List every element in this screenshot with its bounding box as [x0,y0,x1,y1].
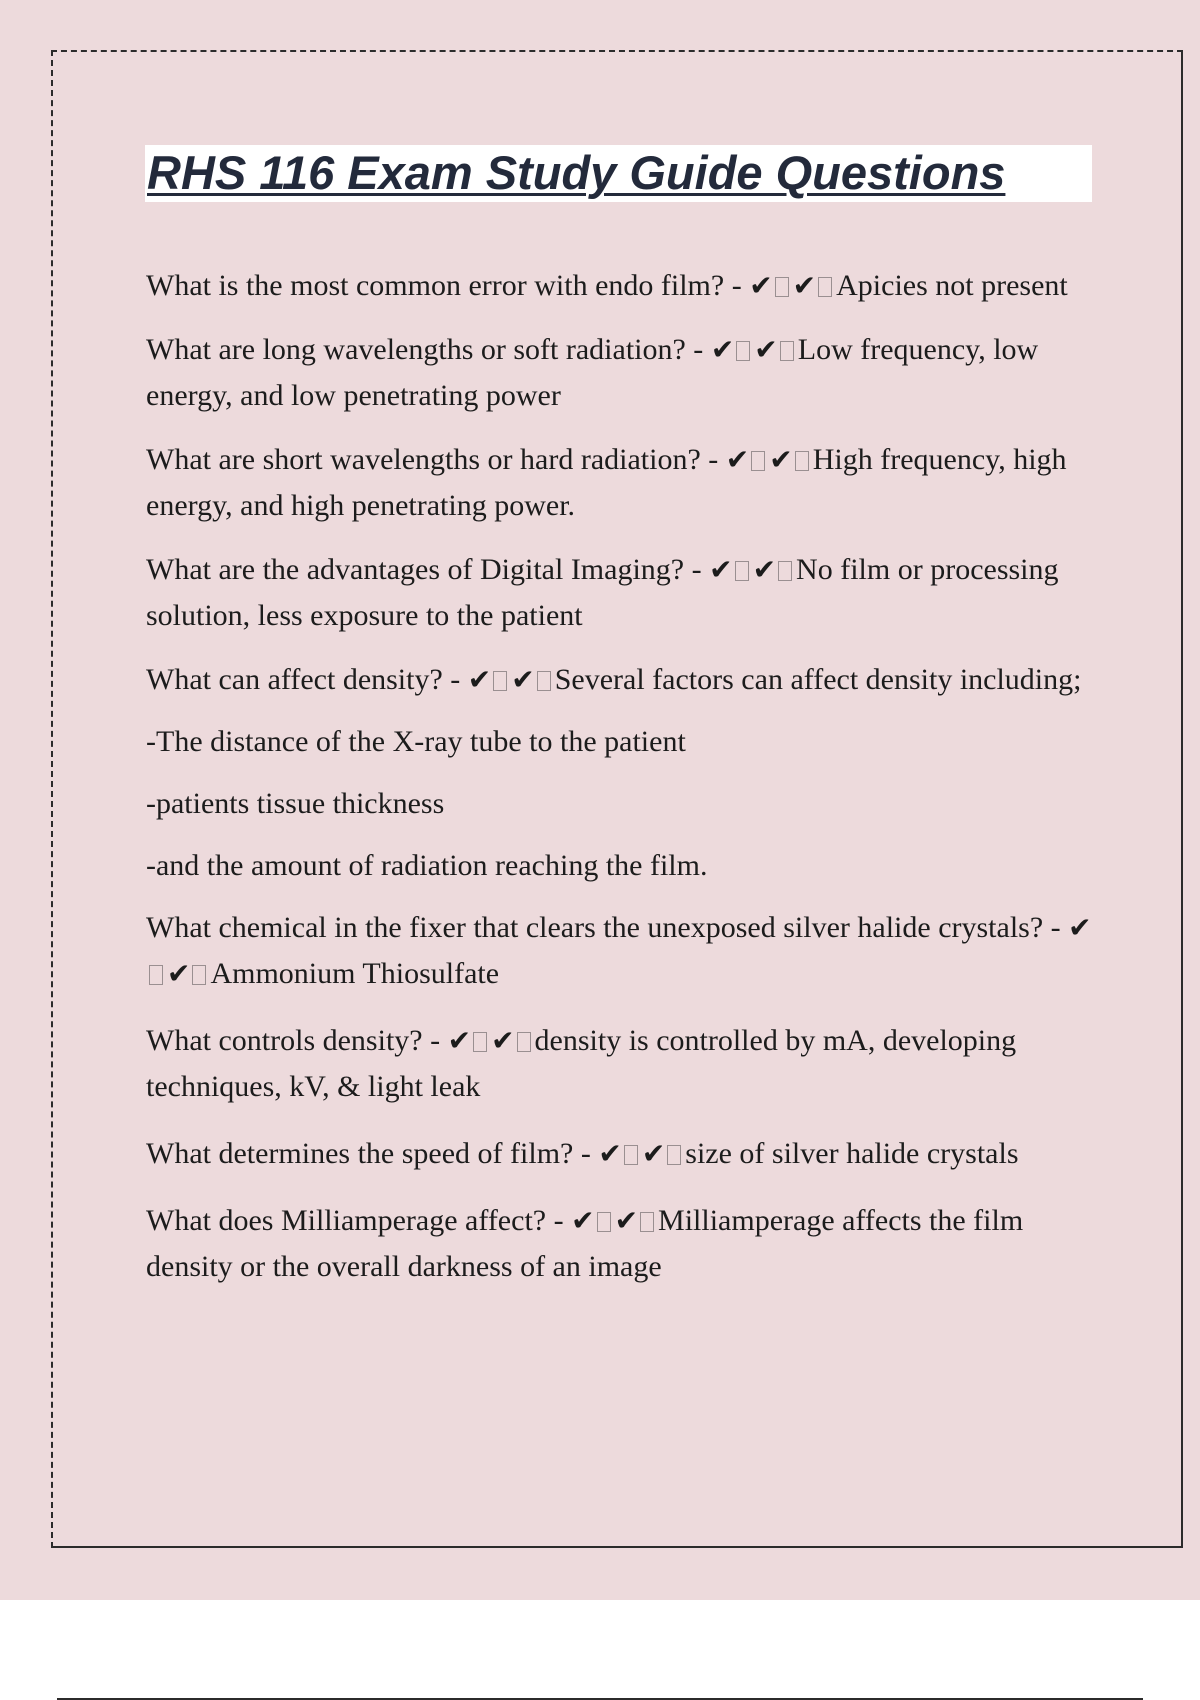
question-text: What are short wavelengths or hard radiation? - [146,443,726,476]
answer-text: Apicies not present [836,269,1068,302]
missing-glyph-box [780,341,794,361]
question-text: What is the most common error with endo film? - [146,269,750,302]
missing-glyph-box [597,1212,611,1232]
qa-entry [146,1131,1096,1177]
check-marks [598,1137,685,1170]
check-icon: ✔ [467,663,491,696]
missing-glyph-box [640,1212,654,1232]
check-icon: ✔ [725,443,749,476]
check-icon: ✔ [710,333,734,366]
missing-glyph-box [775,277,789,297]
check-icon: ✔ [614,1204,638,1237]
question-text: What are the advantages of Digital Imaging? - [146,553,710,586]
question-text: What chemical in the fixer that clears the unexposed silver halide crystals? - [146,911,1069,944]
question-text: What are long wavelengths or soft radiation? - [146,333,711,366]
check-marks [726,443,813,476]
check-icon: ✔ [447,1024,471,1057]
study-guide-content [146,263,1096,1308]
question-text: What does Milliamperage affect? - [146,1204,572,1237]
answer-text: Ammonium Thiosulfate [210,957,500,990]
check-icon: ✔ [598,1137,621,1170]
check-icon: ✔ [641,1137,665,1170]
missing-glyph-box [736,341,750,361]
check-icon: ✔ [491,1024,514,1057]
qa-entry [146,327,1096,419]
qa-entry [146,263,1096,309]
question-text: What can affect density? - [146,663,468,696]
check-icon: ✔ [1068,911,1091,944]
check-marks [709,553,796,586]
page-title: RHS 116 Exam Study Guide Questions [147,146,1006,199]
check-icon: ✔ [754,333,777,366]
missing-glyph-box [149,965,163,985]
answer-text: Several factors can affect density including; [554,663,1082,696]
question-text: What controls density? - [146,1024,448,1057]
answer-text: density is controlled by mA, developing techniques, kV, & light leak [146,1024,1017,1103]
qa-entry [146,657,1096,703]
answer-text: No film or processing solution, less exposure to the patient [146,553,1059,632]
answer-text: Milliamperage affects the film density or the overall darkness of an image [146,1204,1024,1283]
qa-entry [146,547,1096,639]
check-icon: ✔ [752,553,776,586]
density-factor-item: -patients tissue thickness [146,787,445,820]
missing-glyph-box [735,561,749,581]
question-text: What determines the speed of film? - [146,1137,599,1170]
missing-glyph-box [667,1145,681,1165]
missing-glyph-box [818,277,832,297]
answer-text: size of silver halide crystals [685,1137,1019,1170]
missing-glyph-box [624,1145,638,1165]
qa-entry [146,1018,1096,1110]
qa-entry [146,437,1096,529]
check-icon: ✔ [792,269,816,302]
missing-glyph-box [537,671,551,691]
missing-glyph-box [778,561,792,581]
missing-glyph-box [192,965,206,985]
answer-text: High frequency, high energy, and high penetrating power. [146,443,1067,522]
check-icon: ✔ [571,1204,594,1237]
missing-glyph-box [473,1032,487,1052]
check-icon: ✔ [769,443,792,476]
check-icon: ✔ [167,957,190,990]
missing-glyph-box [493,671,507,691]
check-icon: ✔ [709,553,732,586]
answer-text: Low frequency, low energy, and low penetrating power [146,333,1039,412]
density-factor-item: -The distance of the X-ray tube to the patient [146,725,686,758]
check-marks [468,663,555,696]
qa-entry [146,1198,1096,1290]
check-icon: ✔ [749,269,772,302]
check-marks [448,1024,535,1057]
check-marks [571,1204,658,1237]
missing-glyph-box [795,451,809,471]
title-box [145,145,1092,202]
check-marks [749,269,836,302]
missing-glyph-box [751,451,765,471]
missing-glyph-box [517,1032,531,1052]
qa-entry [146,905,1096,997]
check-marks [711,333,798,366]
density-factor-item: -and the amount of radiation reaching the film. [146,849,708,882]
check-icon: ✔ [511,663,534,696]
